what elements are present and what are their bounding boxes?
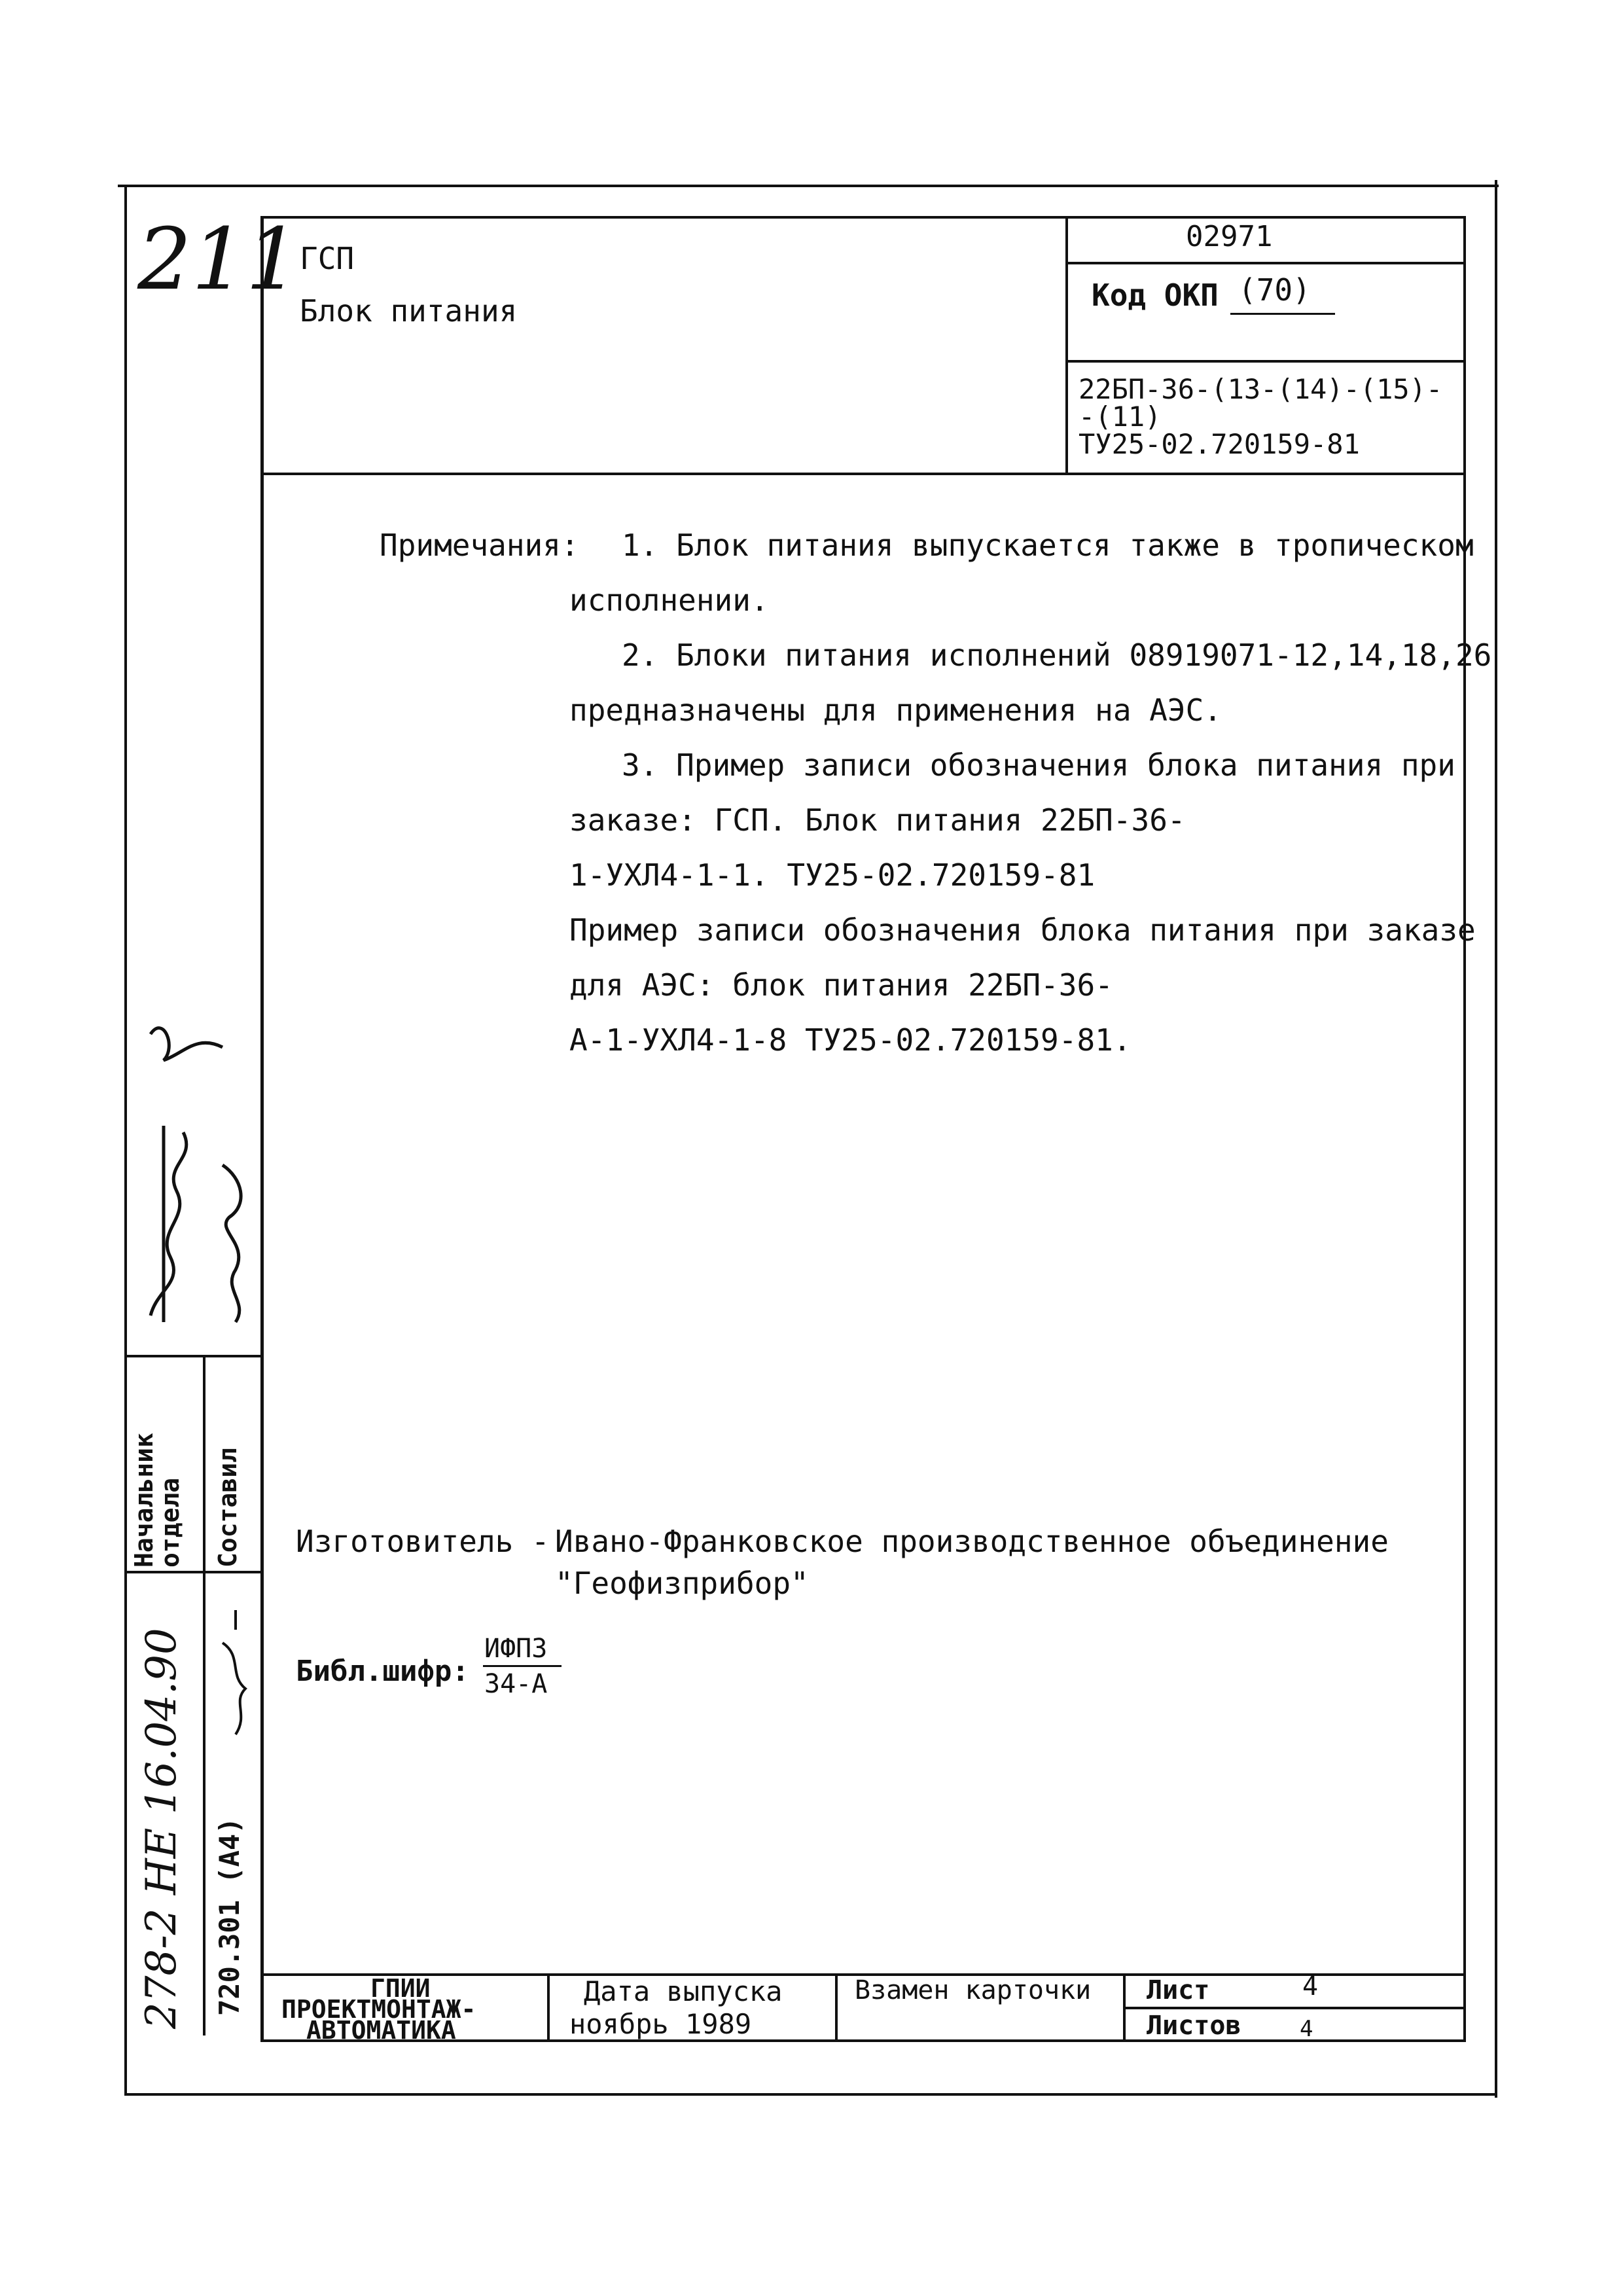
release-date-label: Дата выпуска bbox=[584, 1975, 783, 2007]
library-denominator: 34-А bbox=[484, 1669, 548, 1699]
footer-org-line1: ГПИИ bbox=[370, 1974, 431, 2003]
manufacturer-label: Изготовитель - bbox=[296, 1524, 550, 1559]
compiled-by-label: Составил bbox=[213, 1447, 242, 1568]
note-line: для АЭС: блок питания 22БП-36- bbox=[569, 967, 1113, 1003]
inner-frame-top bbox=[260, 216, 1466, 219]
manufacturer-line1: Ивано-Франковское производственное объединение bbox=[555, 1524, 1389, 1559]
okp-value: (70) bbox=[1238, 272, 1311, 308]
okp-rule bbox=[1065, 360, 1466, 363]
okp-value-underline bbox=[1230, 313, 1335, 315]
library-label: Библ.шифр: bbox=[296, 1655, 469, 1688]
code-rule bbox=[1065, 262, 1466, 264]
margin-divider-1 bbox=[203, 1355, 205, 2036]
note-line: предназначены для применения на АЭС. bbox=[569, 692, 1222, 728]
footer-org-line3: АВТОМАТИКА bbox=[306, 2016, 456, 2045]
note-line: 1-УХЛ4-1-1. ТУ25-02.720159-81 bbox=[569, 857, 1096, 893]
library-fraction-bar bbox=[483, 1665, 562, 1667]
note-line: 1. Блок питания выпускается также в тропическом bbox=[622, 528, 1474, 563]
outer-frame-right bbox=[1495, 180, 1497, 2098]
note-line: заказе: ГСП. Блок питания 22БП-36- bbox=[569, 802, 1186, 838]
sheet-value: 4 bbox=[1302, 1971, 1319, 2001]
footer-org-line2: ПРОЕКТМОНТАЖ- bbox=[281, 1995, 476, 2024]
footer-div-2 bbox=[835, 1973, 838, 2041]
format-text: 720.301 (А4) bbox=[213, 1817, 245, 2016]
header-bottom-rule bbox=[260, 473, 1466, 475]
designation-line2: -(11) bbox=[1079, 401, 1162, 433]
document-code: 02971 bbox=[1186, 220, 1273, 253]
header-left-line2: Блок питания bbox=[300, 293, 518, 329]
inner-frame-right bbox=[1463, 216, 1466, 2042]
release-date-value: ноябрь 1989 bbox=[569, 2008, 752, 2040]
sheets-value: 4 bbox=[1300, 2016, 1313, 2042]
note-line: Пример записи обозначения блока питания при заказе bbox=[569, 912, 1476, 948]
header-vertical-divider bbox=[1065, 216, 1068, 474]
margin-divider-3 bbox=[124, 1571, 262, 1573]
notes-label: Примечания: bbox=[380, 528, 579, 563]
note-line: 2. Блоки питания исполнений 08919071-12,14,18,26 bbox=[622, 637, 1492, 673]
head-of-dept-label: Начальник отдела bbox=[130, 1433, 185, 1568]
header-left-line1: ГСП bbox=[300, 241, 355, 276]
footer-sheet-rule bbox=[1123, 2007, 1466, 2009]
sheet-number: 211 bbox=[137, 209, 300, 309]
note-line: исполнении. bbox=[569, 583, 769, 618]
stamp-text: 278-2 НЕ 16.04.90 bbox=[137, 1628, 186, 2029]
footer-div-1 bbox=[547, 1973, 550, 2041]
okp-label: Код ОКП bbox=[1092, 278, 1219, 313]
signature-date-mark bbox=[209, 1604, 262, 1748]
sheet-label: Лист bbox=[1147, 1975, 1210, 2005]
note-line: А-1-УХЛ4-1-8 ТУ25-02.720159-81. bbox=[569, 1022, 1132, 1058]
sheets-label: Листов bbox=[1147, 2011, 1241, 2041]
manufacturer-line2: "Геофизприбор" bbox=[555, 1566, 809, 1601]
designation-line3: ТУ25-02.720159-81 bbox=[1079, 428, 1360, 460]
designation-line1: 22БП-36-(13-(14)-(15)- bbox=[1079, 373, 1443, 405]
signature-marks bbox=[124, 1008, 268, 1374]
note-line: 3. Пример записи обозначения блока питания при bbox=[622, 747, 1455, 783]
library-numerator: ИФПЗ bbox=[484, 1634, 548, 1664]
outer-frame-bottom bbox=[124, 2093, 1497, 2096]
outer-frame-top bbox=[118, 185, 1499, 187]
replaces-label: Взамен карточки bbox=[855, 1975, 1092, 2005]
